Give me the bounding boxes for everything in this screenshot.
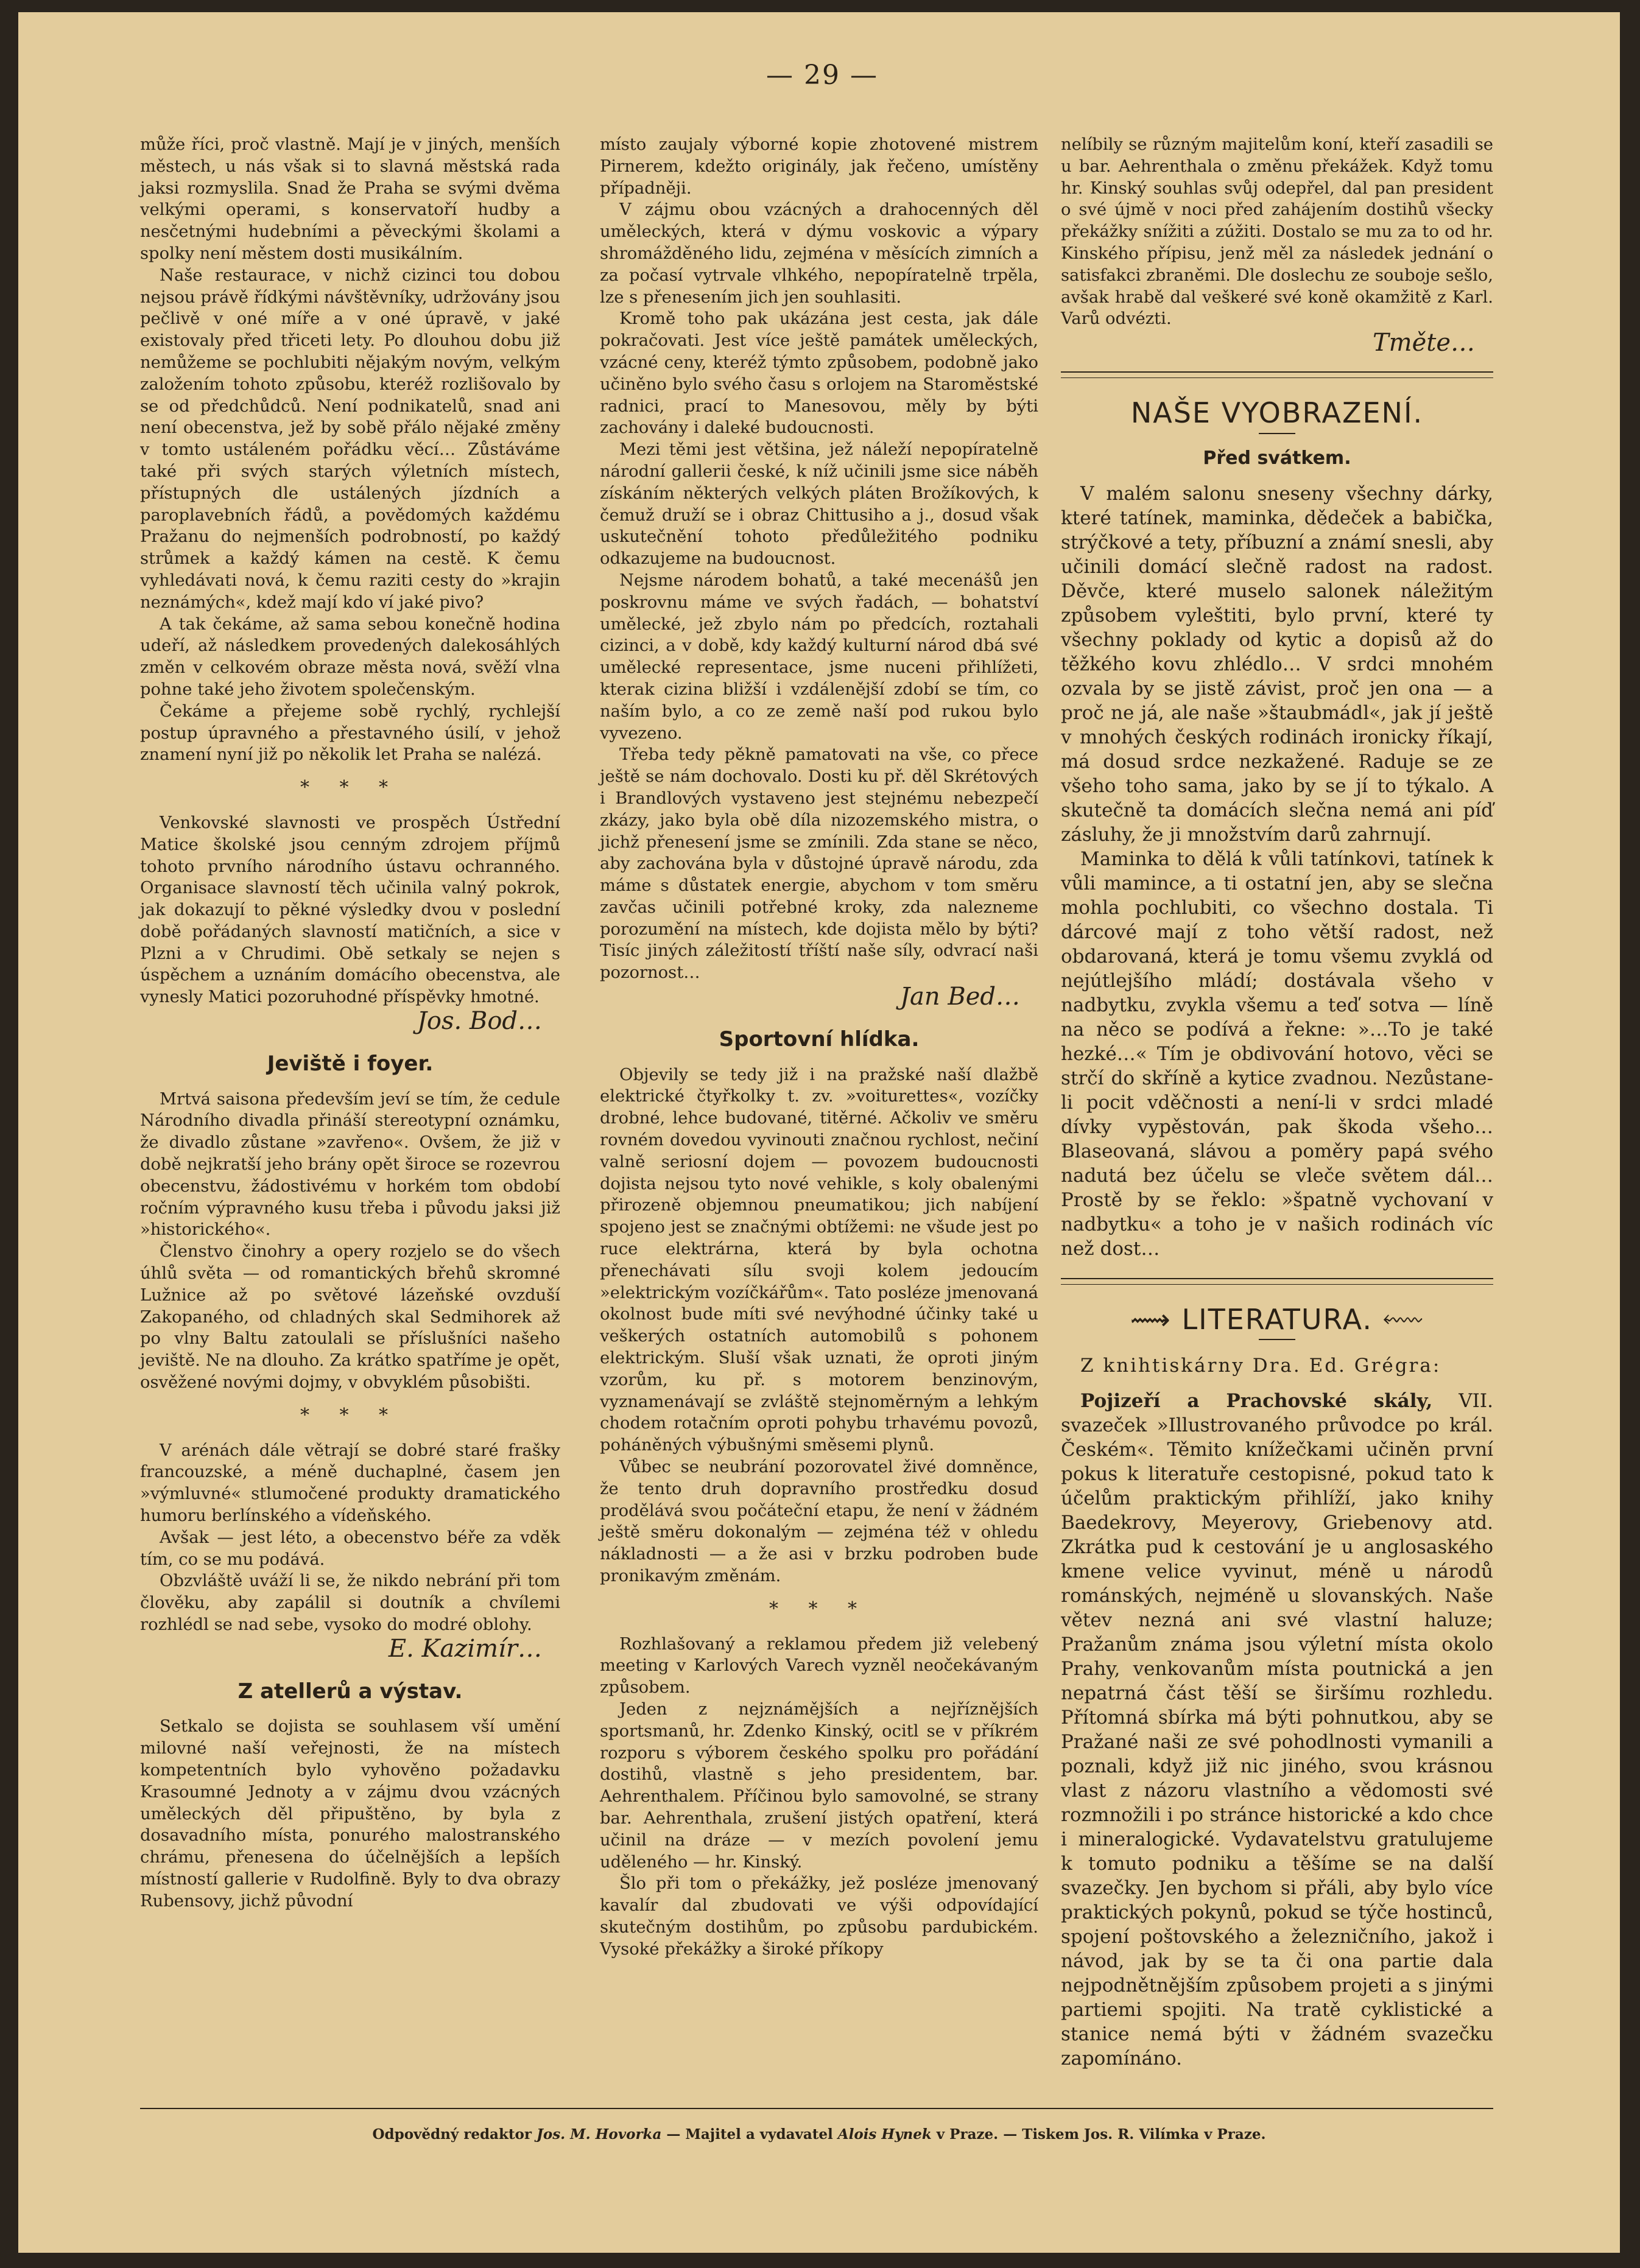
arrow-left-ornament-icon: ⟿ <box>1130 1302 1182 1336</box>
imprint-footer <box>18 2126 1620 2143</box>
paragraph: Naše restaurace, v nichž cizinci tou dobou nejsou právě řídkými návštěvníky, udržovány jsou pečlivě v oné míře a v oné úpravě, v jaké existovaly před třiceti lety. Po dlouhou dobu již nemůžeme se pochlubiti nějakým novým, velkým založením tohoto způsobu, kteréž rozlišovalo by se od předchůdců. Není podnikatelů, snad ani není obecenstva, jež by sobě přálo nějaké změny v tomto ustáleném pořádku věcí… Zůstáváme také při svých starých výletních místech, přístupných dle ustálených jízdních a paroplavebních řádů, a povědomých každému Pražanu do nejmenších podrobností, po každý strůmek a každý kámen na cestě. K čemu vyhledávati nová, k čemu raziti cesty do »krajin neznámých«, kdež mají kdo ví jaké pivo? <box>140 265 560 612</box>
paragraph: Mrtvá saisona především jeví se tím, že cedule Národního divadla přináší stereotypní oznámku, že divadlo zůstane »zavřeno«. Ovšem, že již v době nejkratší jeho brány opět široce se rozevrou obecenstvu, žádostivému v horkém tom období ročním výpravného kusu třeba i původu jaksi již »historického«. <box>140 1089 560 1240</box>
arrow-right-ornament-icon: ⬳ <box>1372 1302 1424 1336</box>
publisher-line: Z knihtiskárny Dra. Ed. Grégra: <box>1080 1355 1441 1377</box>
short-dash-divider <box>1259 433 1295 434</box>
paragraph: nelíbily se různým majitelům koní, kteří zasadili se u bar. Aehrenthala o změnu překážek. Když tomu hr. Kinský souhlas svůj odepřel, dal pan president o své újmě v noci před zahájením dostihů všecky překážky snížiti a zúžiti. Dostalo se mu za to od hr. Kinského přípisu, jenž měl za následek jednání o satisfakci zbraněmi. Dle doslechu ze souboje sešlo, avšak hrabě dal veškeré své koně okamžitě z Karl. Varů odvézti. <box>1061 135 1493 329</box>
paragraph: V zájmu obou vzácných a drahocenných děl uměleckých, která v dýmu voskovic a výpary shromážděného lidu, zejména v měsících zimních a za počasí vytrvale vlhkého, nepopíratelně trpěla, lze s přenesením jich jen souhlasiti. <box>600 200 1038 307</box>
paragraph: Obzvláště uváží li se, že nikdo nebrání při tom člověku, aby zapálil si doutník a chvílemi rozhlédl se nad sebe, vysoko do modré oblohy. <box>140 1571 560 1634</box>
newspaper-page <box>18 12 1620 2253</box>
paragraph: Objevily se tedy již i na pražské naší dlažbě elektrické čtyřkolky t. zv. »voiturettes«, vozíčky drobné, lehce budované, titěrné. Ačkoliv ve směru rovném dovedou vyvinouti značnou rychlost, nečiní valně seriosní dojem — povozem budoucnosti dojista nejsou tyto nové vehikle, s koly obalenými přirozeně objemnou pneumatikou; jich nabíjení spojeno jest se značnými obtížemi: ne všude jest po ruce elektrárna, která by byla ochotna přenechávati sílu svoji kolem jedoucím »elektrickým vozíčkářům«. Tato posléze jmenovaná okolnost bude míti své nevýhodné účinky také u veškerých ostatních automobilů s pohonem elektrickým. Sluší však uznati, že oproti jiným vzorům, ku př. s motorem benzinovým, vyznamenávají se zvláště stejnoměrným a lehkým chodem rotačním oproti pohybu trhavému povozů, poháněných výbušnými směsemi plynů. <box>600 1065 1038 1455</box>
section-heading-jeviste: Jeviště i foyer. <box>267 1051 434 1076</box>
book-title: Pojizeří a Prachovské skály, <box>1080 1390 1433 1413</box>
paragraph: V arénách dále větrají se dobré staré frašky francouzské, a méně duchaplné, časem jen »výmluvné« stlumočené produkty dramatického humoru berlínského a vídeňského. <box>140 1441 560 1526</box>
author-signature: Jan Bed… <box>899 983 1020 1011</box>
section-separator: * * * <box>769 1598 870 1620</box>
paragraph: Maminka to dělá k vůli tatínkovi, tatínek k vůli mamince, a ti ostatní jen, aby se slečna mohla pochlubiti, co všechno dostala. Ti dárcové mají z toho větší radost, než obdarovaná, která je tomu všemu zvyklá od nejútlejšího mládí; dostávala všeho v nadbytku, zvykla všemu a teď sotva — líně na něco se podívá a řekne: »…To je také hezké…« Tím je obdivování hotovo, věci se strčí do skříně a kytice zvadnou. Nezůstane-li pocit vděčnosti a není-li v srdci mladé dívky vypěstován, pak škoda všeho… Blaseovaná, slávou a poměry papá svého nadutá bez účelu se vleče světem dál… Prostě by se řeklo: »špatně vychovaní v nadbytku« a toho je v našich rodinách víc než dost… <box>1061 848 1493 1260</box>
paragraph: Setkalo se dojista se souhlasem vší umění milovné naší veřejnosti, že na místech kompetentních bylo vyhověno požadavku Krasoumné Jednoty a v zájmu dvou vzácných uměleckých děl připuštěno, by byla z dosavadního místa, ponurého malostranského chrámu, přenesena do účelnějších a lepších místností gallerie v Rudolfině. Byly to dva obrazy Rubensovy, jichž původní <box>140 1717 560 1911</box>
paragraph: Jeden z nejznámějších a nejříznějších sportsmanů, hr. Zdenko Kinský, ocitl se v příkrém rozporu s výborem českého spolku pro pořádání dostihů, vlastně s jeho presidentem, bar. Aehrenthalem. Příčinou bylo samovolné, se strany bar. Aehrenthala, zrušení jistých opatření, která učinil na dráze — v mezích povolení jemu uděleného — hr. Kinský. <box>600 1699 1038 1872</box>
publisher-name: Alois Hynek <box>837 2126 932 2143</box>
paragraph: Venkovské slavnosti ve prospěch Ústřední Matice školské jsou cenným zdrojem příjmů tohoto prvního národního ústavu ochranného. Organisace slavností těch učinila valný pokrok, jak dokazují to pěkné výsledky dvou v poslední době pořádaných slavností matičních, a sice v Plzni a v Chrudimi. Obě setkaly se nejen s úspěchem a uznáním domácího obecenstva, ale vynesly Matici pozoruhodné příspěvky hmotné. <box>140 813 560 1007</box>
paragraph: A tak čekáme, až sama sebou konečně hodina udeří, až následkem provedených dalekosáhlých změn v celkovém obraze města nová, svěží vlna pohne také jeho životem společenským. <box>140 614 560 699</box>
page-number: — 29 — <box>766 60 878 91</box>
double-rule-divider <box>1061 1278 1493 1285</box>
column-2 <box>600 134 1038 1961</box>
paragraph: V malém salonu sneseny všechny dárky, které tatínek, maminka, dědeček a babička, strýčkové a tety, příbuzní a známí snesli, aby učinili domácí slečně radost na radost. Děvče, které muselo salonek náležitým způsobem vyleštiti, bylo první, které ty všechny poklady od kytic a dopisů až do těžkého kovu zhlédlo… V srdci mnohém ozvala by se jistě závist, proč jen ona — a proč ne já, ale naše »štaubmádl«, jak jí ještě v mnohých českých rodinách ironicky říkají, má dosud srdce nezkažené. Raduje se ze všeho toho sama, jako by se jí to týkalo. A skutečně ta domácích slečna nemá ani píď zásluhy, že ji množstvím darů zahrnují. <box>1061 482 1493 846</box>
footer-label: Odpovědný redaktor <box>372 2126 532 2143</box>
paragraph: Avšak — jest léto, a obecenstvo béře za vděk tím, co se mu podává. <box>140 1528 560 1569</box>
author-signature: Jos. Bod… <box>417 1007 542 1036</box>
section-heading-vyobrazeni: NAŠE VYOBRAZENÍ. <box>1130 396 1424 429</box>
paragraph: Členstvo činohry a opery rozjelo se do všech úhlů světa — od romantických břehů skromné Lužnice až po světové lázeňské ovzduší Zakopaného, od chladných skal Sedmihorek až po vlny Baltu zatoulali se příslušníci našeho jeviště. Ne na dlouho. Za krátko spatříme je opět, osvěžené novými dojmy, v obvyklém působišti. <box>140 1242 560 1392</box>
section-heading-sport: Sportovní hlídka. <box>719 1027 920 1051</box>
paragraph <box>1061 1389 1493 2071</box>
article-subheading: Před svátkem. <box>1203 447 1351 469</box>
author-signature: E. Kazimír… <box>388 1634 542 1663</box>
column-1 <box>140 134 560 1912</box>
paragraph-text: VII. svazeček »Illustrovaného průvodce po král. Českém«. Těmito knížečkami učiněn první pokus k literatuře cestopisné, pokud tato k účelům praktickým přihlíží, jako knihy Baedekrovy, Meyerovy, Griebenovy atd. Zkrátka pud k cestování je u anglosaského kmene velice vyvinut, méně u národů románských, nejméně u slovanských. Naše větev nezná ani své vlastní haluze; Pražanům známa jsou výletní místa okolo Prahy, venkovanům místa poutnická a jen nepatrná část těší se širšímu rozhledu. Přítomná sbírka má býti pohnutkou, aby se Pražané naši ze své pohodlnosti vymanili a poznali, když již nic jiného, svou krásnou vlast z názoru vlastního a vědomosti své rozmnožili i po stránce historické a kdo chce i mineralogické. Vydavatelstvu gratulujeme k tomuto podniku a těšíme se na další svazečky. Jen bychom si přáli, aby bylo více praktických pokynů, pokud se týče hostinců, spojení poštovského a železničního, jakož i návod, jak by se ta či ona partie dala nejpodnětnějším způsobem projeti a s jinými partiemi spojiti. Na tratě cyklistické a stanice nemá býti v žádném svazečku zapomínáno. <box>1061 1390 1493 2070</box>
column-3 <box>1061 134 1493 2071</box>
paragraph: Třeba tedy pěkně pamatovati na vše, co přece ještě se nám dochovalo. Dosti ku př. děl Skrétových i Brandlových vystaveno jest stejnému nebezpečí zkázy, jako byla obě díla nizozemského mistra, o jichž přenesení jsme se zmínili. Zda stane se něco, aby zachována byla v důstojné úpravě národu, zda máme s důstatek energie, abychom v tom směru zavčas učinili potřebné kroky, zda nalezneme porozumění na místech, kde dojista mělo by býti? Tisíc jiných záležitostí tříští naše síly, odvrací naši pozornost… <box>600 745 1038 983</box>
paragraph: Čekáme a přejeme sobě rychlý, rychlejší postup úpravného a přestavného úsilí, v jehož znamení nyní již po několik let Praha se nalézá. <box>140 701 560 765</box>
paragraph: místo zaujaly výborné kopie zhotovené mistrem Pirnerem, kdežto originály, jak řečeno, umístěny případněji. <box>600 135 1038 198</box>
paragraph: Mezi těmi jest většina, jež náleží nepopíratelně národní gallerii české, k níž učinili jsme sice náběh získáním některých velkých pláten Brožíkových, k čemuž druží se i obraz Chittusiho a j., dosud však uskutečnění tohoto předůležitého podniku odkazujeme na budoucnost. <box>600 440 1038 569</box>
paragraph: Kromě toho pak ukázána jest cesta, jak dále pokračovati. Jest více ještě památek uměleckých, vzácné ceny, kteréž týmto způsobem, podobně jako učiněno bylo svého času s orlojem na Staroměstské radnici, prací to Manesovou, měly by býti zachovány i daleké budoucnosti. <box>600 309 1038 438</box>
section-separator: * * * <box>300 777 401 799</box>
editor-name: Jos. M. Hovorka <box>537 2126 662 2143</box>
footer-rule <box>140 2108 1493 2109</box>
footer-label: — Majitel a vydavatel <box>666 2126 833 2143</box>
short-dash-divider <box>1259 1339 1295 1340</box>
double-rule-divider <box>1061 371 1493 378</box>
paragraph: Nejsme národem bohatů, a také mecenášů jen poskrovnu máme ve svých řadách, — bohatství umělecké, jež zbylo nám po předcích, roztahali cizinci, a v době, kdy každý kulturní národ dbá své umělecké representace, jsme nuceni přihlížeti, kterak cizina bližší i vzdálenější zdobí se tím, co naším bylo, a co ze země naší pod rukou bylo vyvezeno. <box>600 571 1038 743</box>
paragraph: Rozhlašovaný a reklamou předem již velebený meeting v Karlových Varech vyzněl neočekávaným způsobem. <box>600 1634 1038 1697</box>
paragraph: Šlo při tom o překážky, jež posléze jmenovaný kavalír dal zbudovati ve výši odpovídající skutečným dostihům, po způsobu pardubickém. Vysoké překážky a široké příkopy <box>600 1874 1038 1959</box>
paragraph: Vůbec se neubrání pozorovatel živé domněnce, že tento druh dopravního prostředku dosud prodělává svou počáteční etapu, že není v žádném ještě směru dokonalým — zejména též v ohledu nákladnosti — a že asi v brzku podroben bude pronikavým změnám. <box>600 1458 1038 1585</box>
paragraph: může říci, proč vlastně. Mají je v jiných, menších městech, u nás však si to slavná městská rada jaksi rozmyslila. Snad že Praha se svými dvěma velkými operami, s konservatoří hudby a nesčetnými hudebními a pěveckými školami a spolky není městem dosti musikálním. <box>140 135 560 263</box>
literatura-title: LITERATURA. <box>1181 1302 1373 1336</box>
section-heading-atelieru: Z atellerů a výstav. <box>238 1679 463 1704</box>
section-heading-literatura <box>1061 1302 1493 1336</box>
section-separator: * * * <box>300 1404 401 1426</box>
footer-label: v Praze. — Tiskem Jos. R. Vilímka v Praze. <box>936 2126 1266 2143</box>
author-signature: Tměte… <box>1372 329 1475 357</box>
